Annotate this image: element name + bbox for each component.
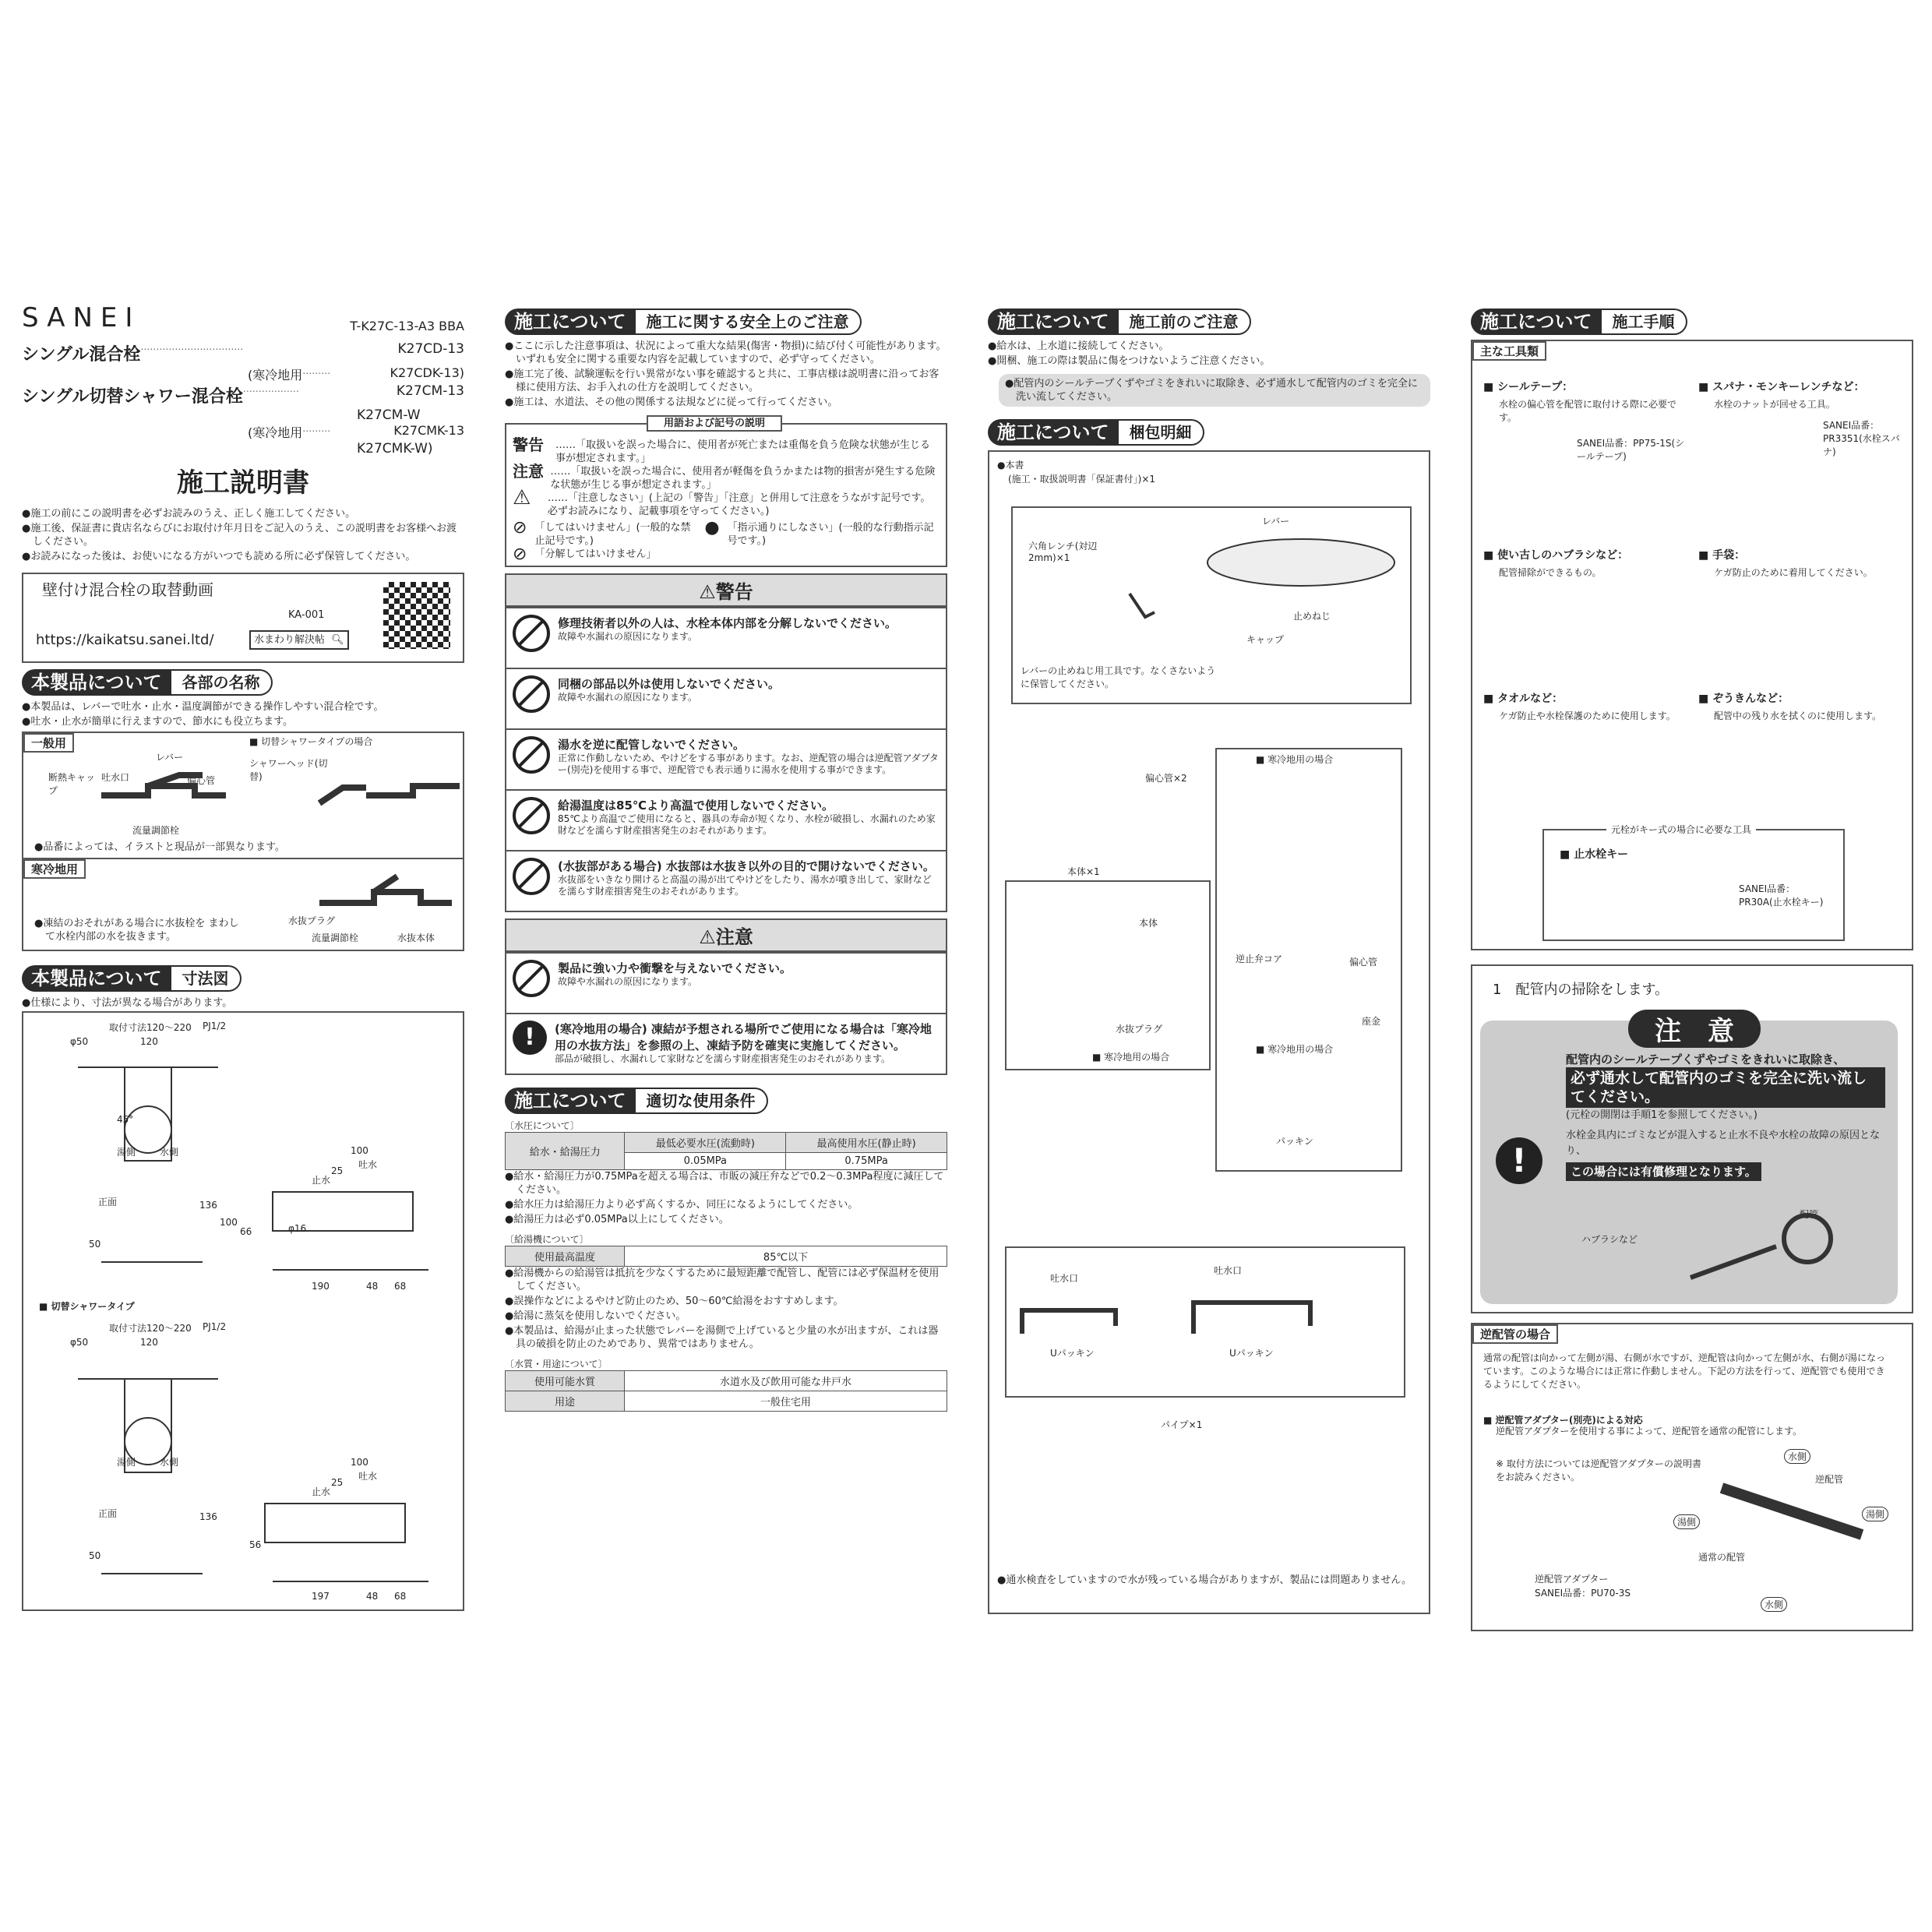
product-name: (寒冷地用 <box>248 425 303 440</box>
video-code: KA-001 <box>288 609 325 621</box>
caution-item <box>506 952 946 1013</box>
warn-title: 給湯温度は85℃より高温で使用しないでください。 <box>558 799 834 813</box>
dim-label: φ50 <box>70 1036 89 1047</box>
pack-label: 止めねじ <box>1293 611 1331 622</box>
insul-label: 断熱キャップ <box>48 772 96 796</box>
cond-bullet: ● 給湯機からの給湯管は抵抗を少なくするために最短距離で配管し、配管には必ず保温材を使用してください。 <box>516 1267 947 1293</box>
dim-label: 水側 <box>160 1147 179 1158</box>
tool-desc: ケガ防止や水栓保護のために使用します。 <box>1499 710 1676 721</box>
dim-label: φ16 <box>288 1223 307 1234</box>
tool-code: SANEI品番：PP75-1S(シールテープ) <box>1577 438 1685 462</box>
prohibit-icon <box>513 858 550 895</box>
caution-box <box>505 918 947 1075</box>
prohibit-def: 「してはいけません」(一般的な禁止記号です。) <box>534 522 691 547</box>
section-sub: 施工前のご注意 <box>1119 308 1251 335</box>
body-box <box>1005 880 1211 1070</box>
tool-desc: ケガ防止のために着用してください。 <box>1714 567 1873 578</box>
flow2-label: 流量調節栓 <box>312 933 359 943</box>
column-1 <box>22 302 464 1611</box>
heater-heading: 〔給湯機について〕 <box>505 1234 589 1245</box>
hot-label: 湯側 <box>1673 1514 1700 1529</box>
pre-bullet-highlight: ● 配管内のシールテープくずやゴミをきれいに取除き、必ず通水して配管内のゴミを完全に洗い流してください。 <box>999 374 1430 407</box>
dim-label: 水側 <box>160 1457 179 1468</box>
tool-desc: 水栓の偏心管を配管に取付ける際に必要です。 <box>1499 399 1677 423</box>
prohibit-icon <box>513 960 550 997</box>
pre-bullet: ● 開梱、施工の際は製品に傷をつけないようご注意ください。 <box>999 354 1430 368</box>
pipe-cleaning-illustration <box>1683 1208 1839 1293</box>
dim-label: 120 <box>140 1337 158 1348</box>
dim-label: 48 <box>366 1591 379 1602</box>
warning-def: ……「取扱いを誤った場合に、使用者が死亡または重傷を負う危険な状態が生じる事が想定されます。」 <box>555 439 931 464</box>
cell: 水道水及び飲用可能な井戸水 <box>625 1371 947 1391</box>
shower-type-label: ■ 切替シャワータイプ <box>39 1301 135 1312</box>
warn-title: 湯水を逆に配管しないでください。 <box>558 738 746 752</box>
parts-figure <box>22 732 464 859</box>
pack-note: ● 通水検査をしていますので水が残っている場合がありますが、製品には問題ありません。 <box>1008 1574 1413 1587</box>
dim-label: 68 <box>394 1591 407 1602</box>
brand-logo: SANEI <box>22 302 141 333</box>
normal-label: 通常の配管 <box>1698 1552 1746 1563</box>
warn-title: (水抜部がある場合) 水抜部は水抜き以外の目的で開けないでください。 <box>558 859 935 873</box>
tool-code: SANEI品番：PR3351(水栓スパナ) <box>1823 420 1900 457</box>
legend-title: 用語および記号の説明 <box>647 415 782 432</box>
prohibit-icon: ⊘ <box>513 518 527 538</box>
pack-label: レバーの止めねじ用工具です。なくさないように保管してください。 <box>1021 665 1216 689</box>
key-title: 元栓がキー式の場合に必要な工具 <box>1606 823 1756 836</box>
product-name: (寒冷地用 <box>248 368 303 383</box>
tool-title: ■ 手袋： <box>1698 549 1746 562</box>
mandatory-icon: ! <box>513 1021 547 1055</box>
mandatory-icon: ● <box>704 518 720 538</box>
faucet-illustration <box>23 749 460 834</box>
pack-label: パッキン <box>1276 1136 1313 1147</box>
caution-title: 注意 <box>715 926 753 948</box>
dim-label: PJ1/2 <box>203 1021 227 1031</box>
section-kicker: 本製品について <box>22 965 171 992</box>
disassemble-prohibit-icon: ⊘ <box>513 545 527 564</box>
caution-item <box>506 1013 946 1074</box>
prohibit-icon <box>513 797 550 834</box>
product-name: シングル混合栓 <box>22 345 141 365</box>
adapter-code: SANEI品番：PU70-3S <box>1535 1588 1631 1599</box>
intro-bullet: ● お読みになった後は、お使いになる方がいつでも読める所に必ず保管してください。 <box>33 550 464 563</box>
cond-bullet: ● 本製品は、給湯が止まった状態でレバーを湯側で上げていると少量の水が出ますが、これは器具の破損を防止のためであり、異常ではありません。 <box>516 1324 947 1351</box>
section-sub: 適切な使用条件 <box>636 1088 768 1114</box>
dim-label: φ50 <box>70 1337 89 1348</box>
dim-label: 止水 <box>312 1486 331 1497</box>
pack-label: 本体×1 <box>1067 866 1100 877</box>
caut-desc: 故障や水漏れの原因になります。 <box>558 976 698 987</box>
warning-item <box>506 789 946 850</box>
caution-panel <box>1480 1016 1898 1304</box>
dim-bullet: ● 仕様により、寸法が異なる場合があります。 <box>33 996 464 1010</box>
reverse-box <box>1471 1323 1913 1631</box>
pack-label: 水抜プラグ <box>1116 1024 1163 1035</box>
safety-bullet: ● 施工完了後、試験運転を行い異常がない事を確認すると共に、工事店様は説明書に沿ってお客様に使用方法、お手入れの仕方を説明してください。 <box>516 368 947 394</box>
pack-label: 本体 <box>1139 918 1158 929</box>
reverse-tag: 逆配管の場合 <box>1472 1324 1558 1344</box>
hot-label: 湯側 <box>1862 1507 1888 1521</box>
cell: 使用可能水質 <box>506 1371 625 1391</box>
product-code: K27CMK-W) <box>357 441 433 457</box>
no-disassemble-icon <box>513 615 550 652</box>
warn-desc: 水抜部をいきなり開けると高温の湯が出てやけどをしたり、湯水が噴き出して、家財などを濡らす財産損害発生のおそれがあります。 <box>558 874 932 897</box>
cold-figure <box>22 859 464 951</box>
pack-label: キャップ <box>1246 634 1285 645</box>
dots: ……… <box>302 423 331 434</box>
section-kicker: 施工について <box>988 419 1119 446</box>
qr-code-icon <box>383 582 450 649</box>
intro-bullet: ● 施工の前にこの説明書を必ずお読みのうえ、正しく施工してください。 <box>33 507 464 520</box>
attention-icon: ⚠ <box>699 926 716 948</box>
warn-title: 修理技術者以外の人は、水栓本体内部を分解しないでください。 <box>558 616 897 630</box>
warning-term: 警告 <box>513 435 544 454</box>
tool-desc: 水栓のナットが回せる工具。 <box>1714 399 1835 410</box>
dim-label: 100 <box>220 1217 238 1228</box>
cold-box <box>1215 748 1402 1172</box>
cell: 最低必要水圧(流動時) <box>625 1133 786 1153</box>
product-code: K27CM-13 <box>396 383 464 399</box>
column-4 <box>1471 302 1913 1631</box>
dots: ……… <box>302 365 331 376</box>
caut-title: (寒冷地用の場合) 凍結が予想される場所でご使用になる場合は「寒冷地用の水抜方法」を参照の上、凍結予防を確実に実施してください。 <box>555 1022 932 1052</box>
caution-def: ……「取扱いを誤った場合に、使用者が軽傷を負うかまたは物的損害が発生する危険な状態が生じる事が想定されます。」 <box>550 466 936 491</box>
section-dimensions <box>22 965 464 992</box>
attention-def: ……「注意しなさい」(上記の「警告」「注意」と併用して注意をうながす記号です。必ずお読みになり、記載事項を守ってください。) <box>547 492 931 517</box>
spout-illustration <box>1007 1248 1396 1388</box>
prohibit-icon <box>513 736 550 774</box>
reverse-label: 逆配管 <box>1815 1474 1844 1485</box>
caution-line: 配管内のシールテープくずやゴミをきれいに取除き、 <box>1566 1052 1846 1066</box>
pre-bullet: ● 給水は、上水道に接続してください。 <box>999 340 1430 353</box>
product-list <box>22 341 464 457</box>
pack-figure <box>988 450 1430 1614</box>
dim-label: 取付寸法120～220 <box>109 1323 192 1334</box>
caution-line: この場合には有償修理となります。 <box>1566 1162 1761 1181</box>
video-search-box[interactable] <box>249 630 349 650</box>
warning-title: 警告 <box>715 581 753 603</box>
dim-label: 48 <box>366 1281 379 1292</box>
doc-code: T-K27C-13-A3 BBA <box>350 319 464 333</box>
tool-spanner <box>1698 375 1901 458</box>
attention-icon: ⚠ <box>513 486 531 509</box>
key-label: ■ 止水栓キー <box>1560 848 1629 861</box>
pack-label: Uパッキン <box>1229 1348 1274 1359</box>
tool-seal <box>1483 375 1686 463</box>
video-url[interactable]: https://kaikatsu.sanei.ltd/ <box>36 632 214 648</box>
drain-label: 水抜本体 <box>397 933 435 943</box>
warning-item <box>506 728 946 789</box>
key-box <box>1542 824 1845 941</box>
pack-label: 吐水口 <box>1050 1273 1079 1284</box>
caut-title: 製品に強い力や衝撃を与えないでください。 <box>558 961 792 975</box>
product-code: K27CM-W <box>357 407 421 423</box>
dimension-drawing <box>22 1011 464 1611</box>
warning-header <box>506 575 946 607</box>
pack-label: ■ 寒冷地用の場合 <box>1092 1052 1170 1063</box>
adapter-illustration <box>1706 1457 1893 1566</box>
tools-box <box>1471 340 1913 950</box>
video-box <box>22 573 464 663</box>
cell: 給水・給湯圧力 <box>506 1133 625 1170</box>
pack-label: 六角レンチ(対辺2mm)×1 <box>1028 541 1098 563</box>
section-kicker: 施工について <box>505 308 636 335</box>
head-label: シャワーヘッド(切替) <box>249 758 328 782</box>
pressure-table <box>505 1132 947 1170</box>
flow-label: 流量調節栓 <box>132 825 180 836</box>
column-2 <box>505 302 947 1412</box>
section-safety <box>505 308 947 335</box>
pack-label: 座金 <box>1362 1016 1381 1027</box>
dim-label: 50 <box>89 1239 101 1250</box>
cond-bullet: ● 給湯に蒸気を使用しないでください。 <box>516 1310 947 1323</box>
mandatory-def: 「指示通りにしなさい」(一般的な行動指示記号です。) <box>727 522 934 547</box>
cold-faucet-illustration <box>304 864 460 918</box>
pack-label: (施工・取扱説明書「保証書付」)×1 <box>1008 474 1156 485</box>
dim-label: PJ1/2 <box>203 1321 227 1332</box>
tool-desc: 配管中の残り水を拭くのに使用します。 <box>1714 710 1882 721</box>
step-title: 1 配管内の掃除をします。 <box>1493 982 1669 998</box>
tool-title: ■ スパナ・モンキーレンチなど： <box>1698 381 1865 393</box>
spout-box <box>1005 1246 1405 1398</box>
cond-bullet: ● 給水・給湯圧力が0.75MPaを超える場合は、市販の減圧弁などで0.2～0.3MPa程度に減圧してください。 <box>516 1170 947 1197</box>
section-kicker: 施工について <box>988 308 1119 335</box>
video-title: 壁付け混合栓の取替動画 <box>42 580 213 599</box>
pack-label: ■ 寒冷地用の場合 <box>1256 1044 1334 1055</box>
cold-tag: 寒冷地用 <box>23 859 86 879</box>
warn-desc: 故障や水漏れの原因になります。 <box>558 631 698 642</box>
dim-label: 45° <box>117 1114 134 1125</box>
section-kicker: 施工について <box>1471 308 1602 335</box>
tool-title: ■ タオルなど： <box>1483 693 1564 705</box>
dots: …………………………… <box>140 341 244 352</box>
prohibit-icon <box>513 675 550 713</box>
dim-label: 56 <box>249 1539 262 1550</box>
parts-bullet: ● 本製品は、レバーで吐水・止水・温度調節ができる操作しやすい混合栓です。 <box>33 700 464 714</box>
warning-item <box>506 850 946 911</box>
cell: 85℃以下 <box>625 1246 947 1267</box>
warning-item <box>506 668 946 728</box>
lever-illustration <box>1013 508 1402 664</box>
caution-term: 注意 <box>513 462 544 481</box>
product-name: シングル切替シャワー混合栓 <box>22 387 243 407</box>
shower-label: ■ 切替シャワータイプの場合 <box>249 736 373 747</box>
dim-label: 25 <box>331 1477 344 1488</box>
section-sub: 施工に関する安全上のご注意 <box>636 308 862 335</box>
section-procedure <box>1471 308 1913 335</box>
tool-gloves <box>1698 544 1901 579</box>
tool-desc: 配管掃除ができるもの。 <box>1499 567 1602 578</box>
reverse-adapter: ■ 逆配管アダプター(別売)による対応 <box>1483 1415 1643 1426</box>
warn-desc: 正常に作動しないため、やけどをする事があります。なお、逆配管の場合は逆配管アダプター(別売)を使用する事で、逆配管でも表示通りに湯水を使用する事ができます。 <box>558 753 939 775</box>
pack-label: パイプ×1 <box>1161 1419 1203 1430</box>
water-label: 水側 <box>1761 1597 1787 1612</box>
section-conditions <box>505 1088 947 1114</box>
dim-label: 取付寸法120～220 <box>109 1022 192 1033</box>
tool-rag <box>1698 687 1901 722</box>
safety-bullet: ● 施工は、水道法、その他の関係する法規などに従って行ってください。 <box>516 396 947 409</box>
tools-tag: 主な工具類 <box>1472 341 1546 361</box>
caution-line: 水栓金具内にゴミなどが混入すると止水不良や水栓の故障の原因となり、 <box>1566 1130 1881 1157</box>
section-pre <box>988 308 1430 335</box>
dim-label: 100 <box>351 1457 368 1468</box>
cond-bullet: ● 誤操作などによるやけど防止のため、50～60℃給湯をおすすめします。 <box>516 1295 947 1308</box>
section-kicker: 施工について <box>505 1088 636 1114</box>
caution-line: 必ず通水して配管内のゴミを完全に洗い流してください。 <box>1566 1067 1885 1108</box>
pack-label: 吐水口 <box>1214 1265 1243 1276</box>
section-sub: 梱包明細 <box>1119 419 1204 446</box>
cold-bullet: ● 凍結のおそれがある場合に水抜栓を まわして水栓内部の水を抜きます。 <box>45 917 240 943</box>
parts-bullet: ● 吐水・止水が簡単に行えますので、節水にも役立ちます。 <box>33 715 464 728</box>
reverse-note: ※ 取付方法については逆配管アダプターの説明書をお読みください。 <box>1496 1458 1701 1482</box>
water-label: 水側 <box>1784 1449 1810 1464</box>
dim-label: 正面 <box>98 1508 118 1519</box>
attention-icon: ⚠ <box>699 581 716 603</box>
cond-bullet: ● 給水圧力は給湯圧力より必ず高くするか、同圧になるようにしてください。 <box>516 1198 947 1211</box>
section-sub: 各部の名称 <box>171 669 273 696</box>
warn-title: 同梱の部品以外は使用しないでください。 <box>558 677 781 691</box>
step1-box <box>1471 964 1913 1313</box>
search-label: 水まわり解決帖 <box>254 634 326 646</box>
cell: 一般住宅用 <box>625 1391 947 1412</box>
product-code: K27CDK-13) <box>390 365 464 380</box>
column-3 <box>988 302 1430 1614</box>
cell: 用途 <box>506 1391 625 1412</box>
plug-label: 水抜プラグ <box>288 915 336 926</box>
dim-label: 100 <box>351 1145 368 1156</box>
warning-box <box>505 573 947 912</box>
pack-label: ■ 寒冷地用の場合 <box>1256 754 1334 765</box>
water-table <box>505 1370 947 1412</box>
key-code: SANEI品番：PR30A(止水栓キー) <box>1739 883 1824 908</box>
temp-table <box>505 1246 947 1267</box>
dim-label: 正面 <box>98 1197 118 1208</box>
warning-item <box>506 607 946 668</box>
section-parts <box>22 669 464 696</box>
caution-text <box>1566 1052 1885 1181</box>
dim-label: 136 <box>199 1511 217 1522</box>
dim-label: 25 <box>331 1165 344 1176</box>
legend-box <box>505 418 947 567</box>
reverse-desc: 通常の配管は向かって左側が湯、右側が水ですが、逆配管は向かって左側が水、右側が湯になっています。このような場合には正常に作動しません。下記の方法を行って、逆配管でも使用できるようにしてください。 <box>1483 1352 1886 1390</box>
eccentric-label: 偏心管 <box>187 775 216 786</box>
lever-label: レバー <box>156 752 184 763</box>
dim-label: 120 <box>140 1036 158 1047</box>
tool-towel <box>1483 687 1686 722</box>
tool-brush <box>1483 544 1686 579</box>
water-heading: 〔水質・用途について〕 <box>505 1359 608 1370</box>
pack-label: ●本書 <box>997 460 1024 471</box>
dim-label: 197 <box>312 1591 330 1602</box>
warn-desc: 85℃より高温でご使用になると、器具の寿命が短くなり、水栓が破損し、水漏れのため家財などを濡らす財産損害発生のおそれがあります。 <box>558 813 936 836</box>
cell: 最高使用水圧(静止時) <box>786 1133 947 1153</box>
tool-title: ■ ぞうきんなど： <box>1698 693 1789 705</box>
dim-label: 190 <box>312 1281 330 1292</box>
adapter-label: 逆配管アダプター <box>1535 1574 1609 1585</box>
doc-title: 施工説明書 <box>177 467 309 499</box>
tool-title: ■ 使い古しのハブラシなど： <box>1483 549 1629 562</box>
warn-desc: 故障や水漏れの原因になります。 <box>558 692 698 703</box>
pack-label: レバー <box>1262 516 1290 527</box>
dim-label: 136 <box>199 1200 217 1211</box>
tool-title: ■ シールテープ： <box>1483 381 1574 393</box>
pack-label: 偏心管 <box>1349 957 1378 968</box>
pipe-label: 配管 <box>1800 1209 1819 1220</box>
wrench-box <box>1011 506 1412 704</box>
section-sub: 寸法図 <box>171 965 242 992</box>
dim-label: 湯側 <box>117 1147 136 1158</box>
reverse-adapter-desc: 逆配管アダプターを使用する事によって、逆配管を通常の配管にします。 <box>1496 1426 1803 1437</box>
product-code: K27CMK-13 <box>393 423 464 438</box>
cond-bullet: ● 給湯圧力は必ず0.05MPa以上にしてください。 <box>516 1213 947 1226</box>
search-icon: 🔍︎ <box>331 634 344 646</box>
caut-desc: 部品が破損し、水漏れして家財などを濡らす財産損害発生のおそれがあります。 <box>555 1053 891 1064</box>
cell: 0.05MPa <box>625 1153 786 1170</box>
safety-bullet: ● ここに示した注意事項は、状況によって重大な結果(傷害・物損)に結び付く可能性があります。いずれも安全に関する重要な内容を記載していますので、必ず守ってください。 <box>516 340 947 366</box>
pack-label: 逆止弁コア <box>1236 954 1283 964</box>
caution-header <box>506 920 946 952</box>
spout-label: 吐水口 <box>101 772 130 783</box>
dim-label: 吐水 <box>358 1471 378 1482</box>
caution-banner: 注 意 <box>1628 1010 1761 1048</box>
disassemble-def: 「分解してはいけません」 <box>534 548 657 560</box>
intro-bullet: ● 施工後、保証書に貴店名ならびにお取付け年月日をご記入のうえ、この説明書をお客様へお渡しください。 <box>33 522 464 548</box>
caution-line: (元栓の開閉は手順1を参照してください。) <box>1566 1109 1757 1121</box>
cell: 使用最高温度 <box>506 1246 625 1267</box>
pressure-heading: 〔水圧について〕 <box>505 1120 580 1131</box>
cell: 0.75MPa <box>786 1153 947 1170</box>
dim-label: 68 <box>394 1281 407 1292</box>
general-tag: 一般用 <box>23 733 74 753</box>
dim-label: 止水 <box>312 1175 331 1186</box>
pack-label: 偏心管×2 <box>1145 773 1187 784</box>
dim-label: 湯側 <box>117 1457 136 1468</box>
pack-label: Uパッキン <box>1050 1348 1095 1359</box>
dots: ……………… <box>242 383 299 394</box>
mandatory-icon: ! <box>1496 1137 1542 1184</box>
section-kicker: 本製品について <box>22 669 171 696</box>
parts-note: ● 品番によっては、イラストと現品が一部異なります。 <box>45 841 285 854</box>
section-pack <box>988 419 1430 446</box>
dim-label: 66 <box>240 1226 252 1237</box>
dim-label: 50 <box>89 1550 101 1561</box>
product-code: K27CD-13 <box>397 341 464 357</box>
section-sub: 施工手順 <box>1602 308 1687 335</box>
dim-label: 吐水 <box>358 1159 378 1170</box>
brush-label: ハブラシなど <box>1581 1234 1638 1245</box>
